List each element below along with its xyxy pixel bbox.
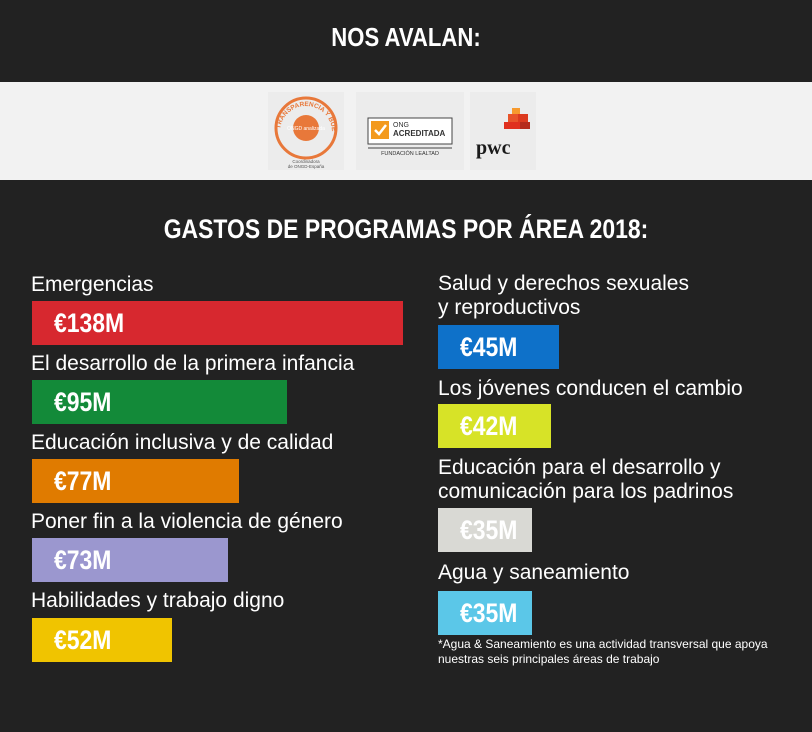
bar-value-label: €73M: [54, 545, 112, 575]
lealtad-line1: ONG: [393, 122, 409, 129]
bar-value-label: €45M: [460, 332, 518, 362]
bar-value-label: €95M: [54, 387, 112, 417]
header-title: NOS AVALAN:: [331, 22, 481, 52]
bar-label: Emergencias: [31, 273, 154, 296]
footnote: *Agua & Saneamiento es una actividad transversal que apoya nuestras seis principales áreas de trabajo: [438, 637, 768, 666]
bar: [32, 380, 287, 424]
bar: [438, 591, 532, 635]
seal-caption-line2: de ONGD-España: [287, 164, 325, 169]
transparency-seal-logo: [268, 92, 344, 170]
seal-graphic: [268, 92, 344, 170]
bar-label: Educación inclusiva y de calidad: [31, 431, 334, 454]
bar: [438, 404, 551, 448]
pwc-graphic: [470, 92, 536, 170]
chart-title: GASTOS DE PROGRAMAS POR ÁREA 2018:: [163, 214, 649, 244]
bar-label: Agua y saneamiento: [438, 561, 630, 584]
bar-value-label: €138M: [54, 308, 125, 338]
bar: [32, 618, 172, 662]
check-icon: [371, 121, 389, 139]
bar: [438, 508, 532, 552]
bar-value-label: €35M: [460, 515, 518, 545]
pwc-wordmark: pwc: [476, 137, 511, 159]
bar-value-label: €77M: [54, 466, 112, 496]
lealtad-graphic: [356, 92, 464, 170]
ong-acreditada-logo: [356, 92, 464, 170]
lealtad-line2: ACREDITADA: [393, 129, 446, 138]
seal-caption-line1: Coordinadora: [292, 159, 320, 164]
bar: [32, 459, 239, 503]
header: [0, 0, 812, 82]
bar-label: Habilidades y trabajo digno: [31, 589, 285, 612]
bar: [32, 538, 228, 582]
bar-value-label: €52M: [54, 625, 112, 655]
bar: [32, 301, 403, 345]
bar: [438, 325, 559, 369]
bar-label: Educación para el desarrollo y comunicación para los padrinos: [438, 456, 734, 503]
bar-value-label: €35M: [460, 598, 518, 628]
bar-label: Los jóvenes conducen el cambio: [438, 377, 743, 400]
bar-label: El desarrollo de la primera infancia: [31, 352, 355, 375]
bar-label: Salud y derechos sexuales y reproductivos: [438, 272, 689, 319]
seal-center-text: ONGD analizada: [287, 126, 325, 132]
bar-label: Poner fin a la violencia de género: [31, 510, 343, 533]
pwc-logo: [470, 92, 536, 170]
lealtad-line3: FUNDACIÓN LEALTAD: [381, 151, 439, 157]
logo-strip: [0, 82, 812, 180]
seal-ring-text: TRANSPARENCIA Y BUE: [275, 100, 338, 132]
bar-value-label: €42M: [460, 411, 518, 441]
